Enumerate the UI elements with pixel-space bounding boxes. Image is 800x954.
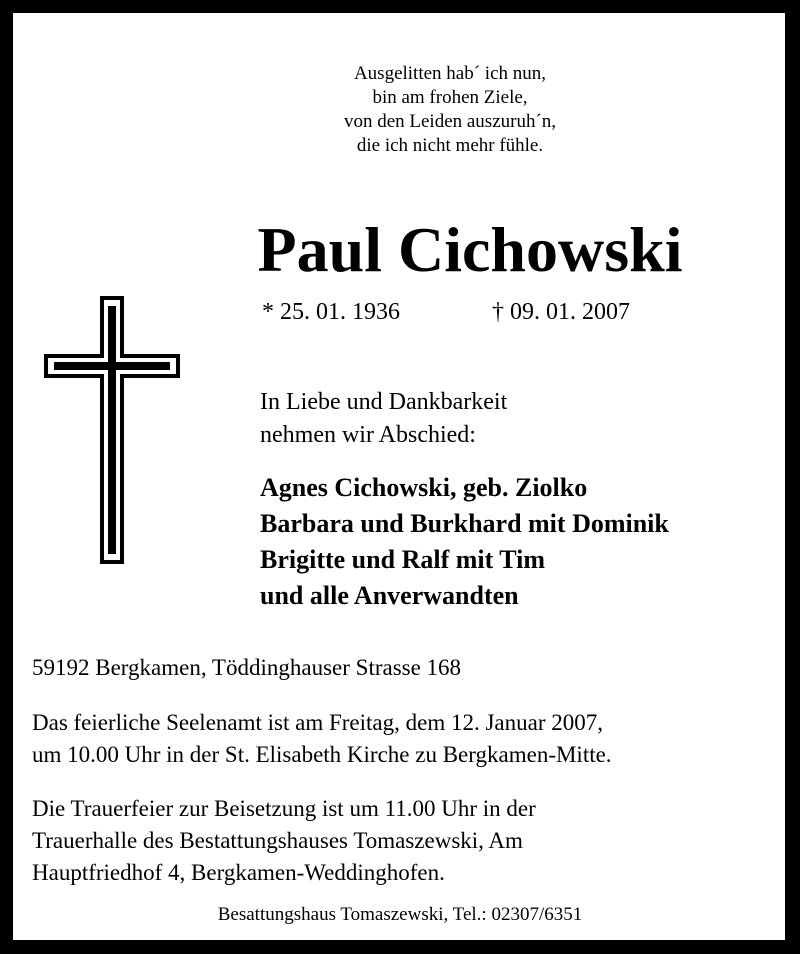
burial-line: Die Trauerfeier zur Beisetzung ist um 11.00 Uhr in der bbox=[32, 796, 536, 821]
mourner-line: und alle Anverwandten bbox=[260, 581, 519, 610]
poem-line: bin am frohen Ziele, bbox=[372, 87, 528, 108]
death-date: † 09. 01. 2007 bbox=[492, 299, 630, 325]
mourners-list bbox=[260, 470, 669, 614]
mourner-line: Agnes Cichowski, geb. Ziolko bbox=[260, 473, 588, 502]
farewell-intro bbox=[260, 386, 507, 452]
burial-line: Hauptfriedhof 4, Bergkamen-Weddinghofen. bbox=[32, 860, 445, 885]
requiem-notice bbox=[32, 707, 612, 771]
poem-line: die ich nicht mehr fühle. bbox=[356, 135, 544, 156]
mourner-line: Barbara und Burkhard mit Dominik bbox=[260, 509, 669, 538]
mourner-line: Brigitte und Ralf mit Tim bbox=[260, 545, 546, 574]
burial-notice bbox=[32, 793, 536, 889]
deceased-name: Paul Cichowski bbox=[257, 214, 683, 285]
cross-icon bbox=[40, 296, 182, 566]
funeral-home-footer: Besattungshaus Tomaszewski, Tel.: 02307/6351 bbox=[217, 904, 583, 925]
intro-line: In Liebe und Dankbarkeit bbox=[260, 389, 508, 415]
birth-date: * 25. 01. 1936 bbox=[262, 299, 400, 325]
intro-line: nehmen wir Abschied: bbox=[260, 422, 476, 448]
requiem-line: Das feierliche Seelenamt ist am Freitag, dem 12. Januar 2007, bbox=[32, 710, 603, 735]
family-address: 59192 Bergkamen, Töddinghauser Strasse 168 bbox=[32, 655, 462, 680]
cross-inner-line bbox=[54, 306, 170, 554]
requiem-line: um 10.00 Uhr in der St. Elisabeth Kirche zu Bergkamen-Mitte. bbox=[32, 742, 612, 767]
poem-line: Ausgelitten hab´ ich nun, bbox=[353, 63, 547, 84]
poem-line: von den Leiden auszuruh´n, bbox=[343, 111, 557, 132]
poem-verse bbox=[250, 62, 650, 158]
burial-line: Trauerhalle des Bestattungshauses Tomaszewski, Am bbox=[32, 828, 523, 853]
